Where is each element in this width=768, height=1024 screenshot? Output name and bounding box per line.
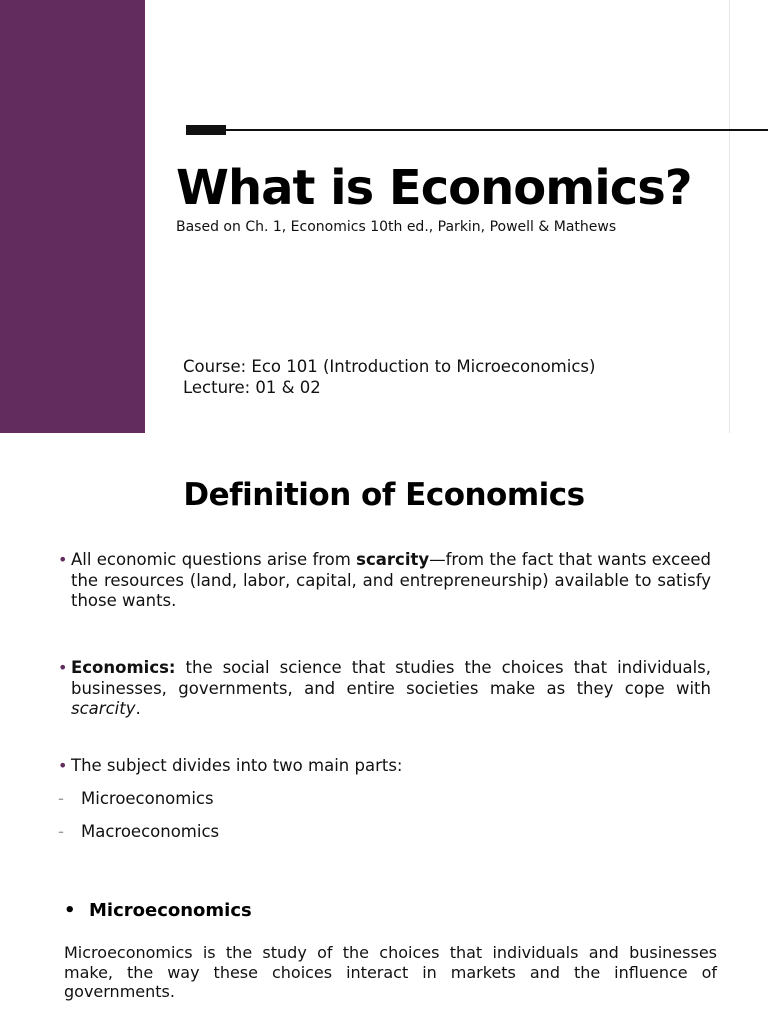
sidebar-accent-bar [0, 0, 145, 433]
bullet-bold-term: Economics: [71, 658, 176, 677]
course-line: Course: Eco 101 (Introduction to Microeconomics) [183, 357, 596, 376]
title-accent-line [226, 129, 768, 131]
list-item-macroeconomics [58, 822, 219, 841]
micro-paragraph: Microeconomics is the study of the choices that individuals and businesses make, the way these choices interact in markets and the influence of governments. [64, 943, 717, 1001]
cropped-next-line [64, 1015, 717, 1024]
slide-edge-guide [729, 0, 730, 433]
dash-mark: - [58, 822, 64, 841]
micro-heading-label: Microeconomics [89, 900, 252, 921]
page-subtitle: Based on Ch. 1, Economics 10th ed., Parkin, Powell & Mathews [176, 219, 617, 235]
bullet-text: . [135, 699, 141, 718]
dash-mark: - [58, 789, 64, 808]
list-item-label: Microeconomics [81, 789, 214, 808]
bullet-italic-term: scarcity [71, 699, 136, 718]
list-item-label: Macroeconomics [81, 822, 220, 841]
bullet-text: —from the fact that wants exceed the resources (land, labor, capital, and entrepreneurship) available to satisfy those wants. [71, 550, 711, 610]
bullet-economics-definition [58, 658, 711, 720]
bullet-text: All economic questions arise from [71, 550, 357, 569]
bullet-dot: • [58, 756, 68, 775]
course-info [183, 356, 595, 398]
title-slide [0, 0, 768, 433]
bullet-two-parts [58, 756, 711, 777]
bullet-scarcity [58, 550, 711, 612]
title-accent-block [186, 125, 226, 135]
section-heading: Definition of Economics [183, 477, 585, 513]
page-title: What is Economics? [176, 160, 692, 216]
list-item-microeconomics [58, 789, 214, 808]
lecture-line: Lecture: 01 & 02 [183, 378, 321, 397]
bullet-text: The subject divides into two main parts: [71, 756, 403, 775]
bullet-dot: • [58, 550, 68, 569]
micro-heading [64, 900, 252, 921]
bullet-dot: • [64, 900, 76, 921]
bullet-text: the social science that studies the choices that individuals, businesses, governments, and entire societies make as they cope with [71, 658, 711, 698]
definition-slide [0, 433, 768, 1024]
bullet-bold-term: scarcity [356, 550, 430, 569]
bullet-dot: • [58, 658, 68, 677]
